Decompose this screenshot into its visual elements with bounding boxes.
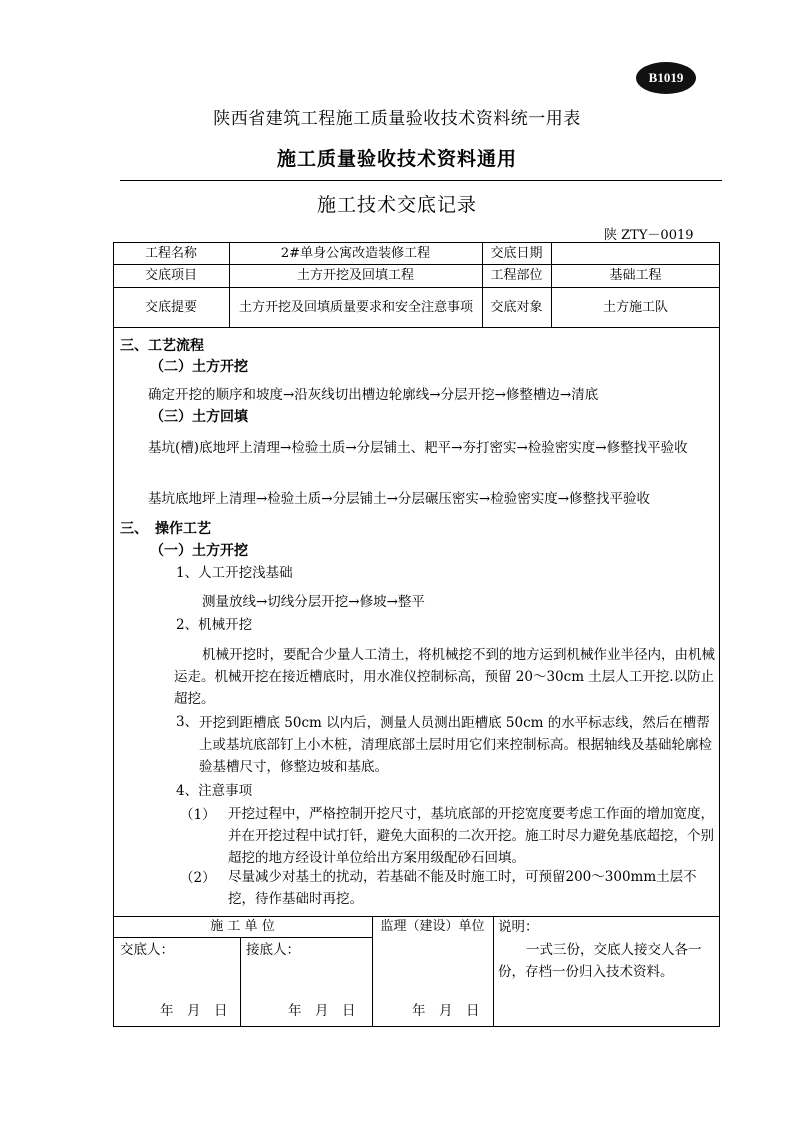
table-divider	[240, 937, 241, 1027]
receiver-label: 接底人：	[246, 942, 300, 958]
subsection-excavation-op-heading: （一）土方开挖	[150, 543, 248, 559]
table-divider	[113, 327, 720, 328]
item-value: 土方开挖及回填工程	[296, 268, 414, 283]
org-title: 陕西省建筑工程施工质量验收技术资料统一用表	[213, 109, 581, 129]
date-label: 交底日期	[490, 245, 543, 261]
item-label: 交底项目	[144, 268, 197, 283]
backfill-process-text-1: 基坑(槽)底地坪上清理→检验土质→分层铺土、耙平→夯打密实→检验密实度→修整找平验收	[148, 440, 688, 456]
subsection-backfill-heading: （三）土方回填	[150, 409, 248, 425]
receiver-date: 年 月 日	[288, 1003, 356, 1019]
form-number-badge: B1019	[636, 62, 696, 94]
summary-label: 交底提要	[144, 299, 197, 315]
title-divider	[120, 180, 722, 181]
date-value	[551, 242, 720, 264]
construction-unit-label: 施 工 单 位	[210, 919, 275, 934]
part-value: 基础工程	[609, 268, 662, 283]
supervisor-unit-label: 监理（建设）单位	[380, 919, 485, 934]
backfill-process-text-2: 基坑底地坪上清理→检验土质→分层铺土→分层碾压密实→检验密实度→修整找平验收	[148, 491, 651, 507]
subsection-excavation-heading: （二）土方开挖	[150, 359, 248, 375]
table-divider	[493, 916, 494, 1027]
mechanical-excavation-text: 机械开挖时，要配合少量人工清土，将机械挖不到的地方运到机械作业半径内，由机械运走。机械开挖在接近槽底时，用水准仪控制标高，预留 20～30cm 土层人工开挖.以防止超挖。	[174, 647, 715, 707]
item-mechanical-excavation: 2、机械开挖	[176, 617, 253, 633]
excavation-process-text: 确定开挖的顺序和坡度→沿灰线切出槽边轮廓线→分层开挖→修整槽边→清底	[148, 387, 599, 403]
note-label: 说明：	[498, 919, 539, 935]
form-code: 陕 ZTY－0019	[604, 228, 694, 243]
note-2-text: 尽量减少对基土的扰动，若基础不能及时施工时，可预留200～300mm土层不挖，待作基础时再挖。	[228, 869, 697, 907]
giver-date: 年 月 日	[160, 1003, 228, 1019]
part-label: 工程部位	[490, 268, 543, 283]
summary-value: 土方开挖及回填质量要求和安全注意事项	[238, 299, 473, 315]
project-name-value: 2#单身公寓改造装修工程	[280, 245, 431, 261]
section-process-heading: 三、工艺流程	[120, 338, 204, 354]
target-label: 交底对象	[490, 299, 543, 315]
note-text: 一式三份，交底人接交人各一份，存档一份归入技术资料。	[498, 942, 702, 980]
item-manual-excavation: 1、人工开挖浅基础	[176, 565, 293, 581]
item-notes: 4、注意事项	[176, 783, 253, 799]
main-title: 施工质量验收技术资料通用	[276, 148, 517, 170]
item-3-number: 3、	[176, 714, 199, 730]
note-1-number: （1）	[180, 807, 216, 823]
note-1-text: 开挖过程中，严格控制开挖尺寸，基坑底部的开挖宽度要考虑工作面的增加宽度，并在开挖过程中试打钎，避免大面积的二次开挖。施工时尽力避免基底超挖，个别超挖的地方经设计单位给出方案用级配砂石回填。	[228, 806, 714, 866]
section-operation-heading: 三、 操作工艺	[120, 521, 211, 537]
note-2-number: （2）	[180, 870, 216, 886]
table-divider	[113, 937, 372, 938]
target-value: 土方施工队	[602, 299, 668, 315]
supervisor-date: 年 月 日	[412, 1003, 480, 1019]
giver-label: 交底人：	[120, 942, 174, 958]
project-name-label: 工程名称	[144, 245, 197, 261]
item-3-text: 开挖到距槽底 50cm 以内后，测量人员测出距槽底 50cm 的水平标志线，然后在槽帮上或基坑底部钉上小木桩，清理底部土层时用它们来控制标高。根据轴线及基础轮廓检验基槽尺寸，修整边坡和基底。	[199, 715, 712, 775]
record-title: 施工技术交底记录	[316, 194, 477, 216]
manual-excavation-text: 测量放线→切线分层开挖→修坡→整平	[202, 594, 425, 610]
